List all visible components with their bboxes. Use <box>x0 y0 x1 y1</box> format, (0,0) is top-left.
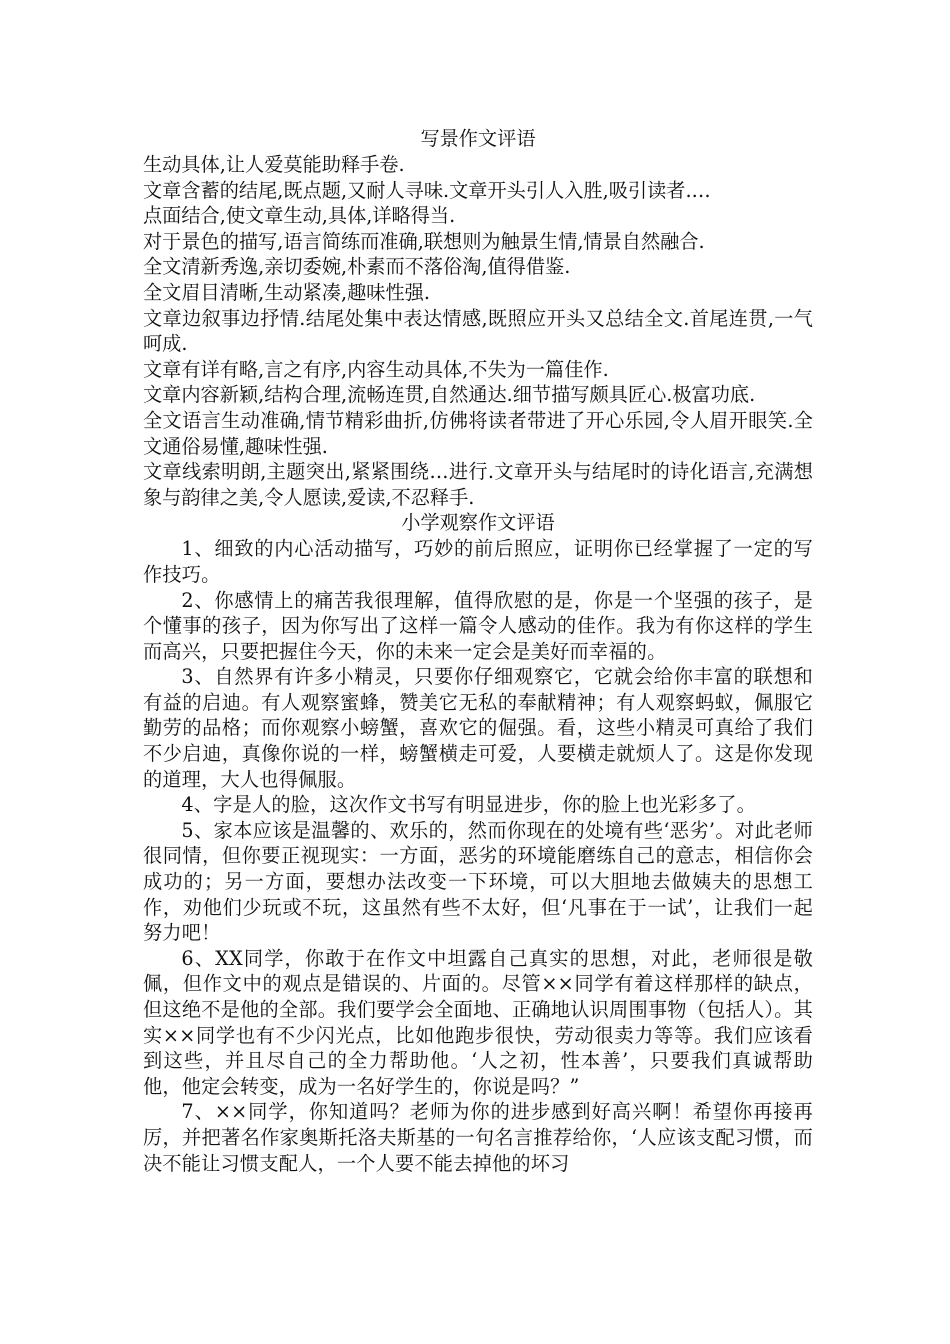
comment-line: 对于景色的描写,语言简练而准确,联想则为触景生情,情景自然融合. <box>143 229 705 253</box>
section-title-scenery: 写景作文评语 <box>420 127 536 150</box>
comment-line: 文章线索明朗,主题突出,紧紧围绕…进行.文章开头与结尾时的诗化语言,充满想象与韵律之美,令人愿读,爱读,不忍释手. <box>143 460 813 509</box>
comment-line: 全文清新秀逸,亲切委婉,朴素而不落俗淘,值得借鉴. <box>143 255 571 279</box>
comment-paragraph: 3、自然界有许多小精灵，只要你仔细观察它，它就会给你丰富的联想和有益的启迪。有人观察蜜蜂，赞美它无私的奉献精神；有人观察蚂蚁，佩服它勤劳的品格；而你观察小螃蟹，喜欢它的倔强。看，这些小精灵可真给了我们不少启迪，真像你说的一样，螃蟹横走可爱，人要横走就烦人了。这是你发现的道理，大人也得佩服。 <box>143 665 813 791</box>
comment-paragraph: 4、字是人的脸，这次作文书写有明显进步，你的脸上也光彩多了。 <box>181 793 757 817</box>
comment-line: 文章有详有略,言之有序,内容生动具体,不失为一篇佳作. <box>143 357 609 381</box>
comment-line: 点面结合,使文章生动,具体,详略得当. <box>143 204 456 228</box>
comment-line: 文章内容新颖,结构合理,流畅连贯,自然通达.细节描写颇具匠心.极富功底. <box>143 383 756 407</box>
comment-paragraph: 2、你感情上的痛苦我很理解，值得欣慰的是，你是一个坚强的孩子，是个懂事的孩子，因为你写出了这样一篇令人感动的佳作。我为有你这样的学生而高兴，只要把握住今天，你的未来一定会是美好而幸福的。 <box>143 588 813 663</box>
comment-line: 全文语言生动准确,情节精彩曲折,仿佛将读者带进了开心乐园,令人眉开眼笑.全文通俗易懂,趣味性强. <box>143 408 813 458</box>
comment-line: 全文眉目清晰,生动紧凑,趣味性强. <box>143 280 430 304</box>
comment-paragraph: 7、××同学，你知道吗？老师为你的进步感到好高兴啊！希望你再接再厉，并把著名作家奥斯托洛夫斯基的一句名言推荐给你，‘人应该支配习惯，而决不能让习惯支配人，一个人要不能去掉他的坏习 <box>143 1100 813 1175</box>
document-page <box>143 126 813 1176</box>
comment-line: 文章含蓄的结尾,既点题,又耐人寻味.文章开头引人入胜,吸引读者.… <box>143 178 711 202</box>
comment-line: 生动具体,让人爱莫能助释手卷. <box>143 153 405 176</box>
comment-line: 文章边叙事边抒情.结尾处集中表达情感,既照应开头又总结全文.首尾连贯,一气呵成. <box>143 306 813 356</box>
comment-paragraph: 5、家本应该是温馨的、欢乐的，然而你现在的处境有些‘恶劣’。对此老师很同情，但你要正视现实：一方面，恶劣的环境能磨练自己的意志，相信你会成功的；另一方面，要想办法改变一下环境，可以大胆地去做姨夫的思想工作，劝他们少玩或不玩，这虽然有些不太好，但‘凡事在于一试’，让我们一起努力吧！ <box>143 818 813 945</box>
comment-paragraph: 6、XX同学，你敢于在作文中坦露自己真实的思想，对此，老师很是敬佩，但作文中的观点是错误的、片面的。尽管××同学有着这样那样的缺点，但这绝不是他的全部。我们要学会全面地、正确地认识周围事物（包括人）。其实××同学也有不少闪光点，比如他跑步很快，劳动很卖力等等。我们应该看到这些，并且尽自己的全力帮助他。‘人之初，性本善’，只要我们真诚帮助他，他定会转变，成为一名好学生的，你说是吗？” <box>143 946 813 1098</box>
section-title-observation: 小学观察作文评语 <box>401 511 555 535</box>
comment-paragraph: 1、细致的内心活动描写，巧妙的前后照应，证明你已经掌握了一定的写作技巧。 <box>143 537 813 586</box>
